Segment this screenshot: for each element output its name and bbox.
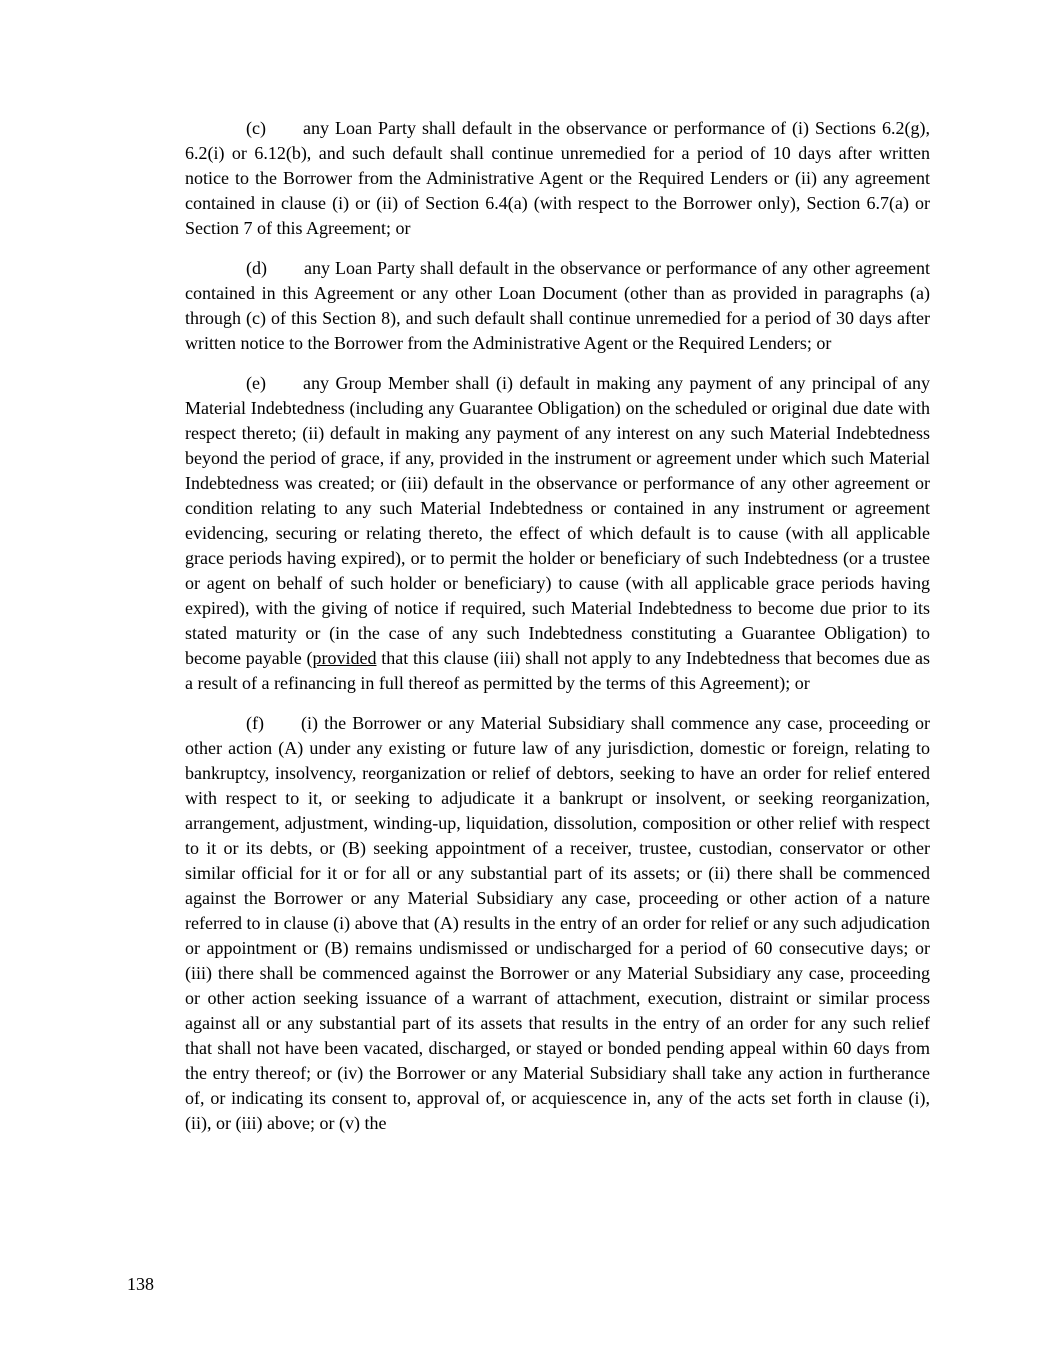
paragraph-label: (f) bbox=[246, 713, 264, 733]
paragraph-f bbox=[185, 711, 930, 1136]
paragraph-text: any Loan Party shall default in the observance or performance of (i) Sections 6.2(g), 6.2(i) or 6.12(b), and such default shall continue unremedied for a period of 10 days after written notice to the Borrower from the Administrative Agent or the Required Lenders or (ii) any agreement contained in clause (i) or (ii) of Section 6.4(a) (with respect to the Borrower only), Section 6.7(a) or Section 7 of this Agreement; or bbox=[185, 118, 930, 238]
document-body bbox=[185, 116, 930, 1136]
paragraph-label: (d) bbox=[246, 258, 267, 278]
paragraph-label: (c) bbox=[246, 118, 266, 138]
paragraph-e bbox=[185, 371, 930, 696]
paragraph-d bbox=[185, 256, 930, 356]
paragraph-text: (i) the Borrower or any Material Subsidiary shall commence any case, proceeding or other action (A) under any existing or future law of any jurisdiction, domestic or foreign, relating to bankruptcy, insolvency, reorganization or relief of debtors, seeking to have an order for relief entered with respect to it, or seeking to adjudicate it a bankrupt or insolvent, or seeking reorganization, arrangement, adjustment, winding-up, liquidation, dissolution, composition or other relief with respect to it or its debts, or (B) seeking appointment of a receiver, trustee, custodian, conservator or other similar official for it or for all or any substantial part of its assets; or (ii) there shall be commenced against the Borrower or any Material Subsidiary any case, proceeding or other action of a nature referred to in clause (i) above that (A) results in the entry of an order for relief or any such adjudication or appointment or (B) remains undismissed or undischarged for a period of 60 consecutive days; or (iii) there shall be commenced against the Borrower or any Material Subsidiary any case, proceeding or other action seeking issuance of a warrant of attachment, execution, distraint or similar process against all or any substantial part of its assets that results in the entry of an order for any such relief that shall not have been vacated, discharged, or stayed or bonded pending appeal within 60 days from the entry thereof; or (iv) the Borrower or any Material Subsidiary shall take any action in furtherance of, or indicating its consent to, approval of, or acquiescence in, any of the acts set forth in clause (i), (ii), or (iii) above; or (v) the bbox=[185, 713, 930, 1133]
paragraph-text: that this clause (iii) shall not apply to any Indebtedness that becomes due as a result of a refinancing in full thereof as permitted by the terms of this Agreement); or bbox=[185, 648, 930, 693]
paragraph-text: any Loan Party shall default in the observance or performance of any other agreement contained in this Agreement or any other Loan Document (other than as provided in paragraphs (a) through (c) of this Section 8), and such default shall continue unremedied for a period of 30 days after written notice to the Borrower from the Administrative Agent or the Required Lenders; or bbox=[185, 258, 930, 353]
paragraph-c bbox=[185, 116, 930, 241]
paragraph-label: (e) bbox=[246, 373, 266, 393]
underlined-term: provided bbox=[312, 648, 377, 668]
paragraph-text: any Group Member shall (i) default in making any payment of any principal of any Material Indebtedness (including any Guarantee Obligation) on the scheduled or original due date with respect thereto; (ii) default in making any payment of any interest on any such Material Indebtedness beyond the period of grace, if any, provided in the instrument or agreement under which such Material Indebtedness was created; or (iii) default in the observance or performance of any other agreement or condition relating to any such Material Indebtedness or contained in any instrument or agreement evidencing, securing or relating thereto, the effect of which default is to cause (with all applicable grace periods having expired), or to permit the holder or beneficiary of such Indebtedness (or a trustee or agent on behalf of such holder or beneficiary) to cause (with all applicable grace periods having expired), with the giving of notice if required, such Material Indebtedness to become due prior to its stated maturity or (in the case of any such Indebtedness constituting a Guarantee Obligation) to become payable ( bbox=[185, 373, 930, 668]
page-number: 138 bbox=[127, 1274, 154, 1294]
